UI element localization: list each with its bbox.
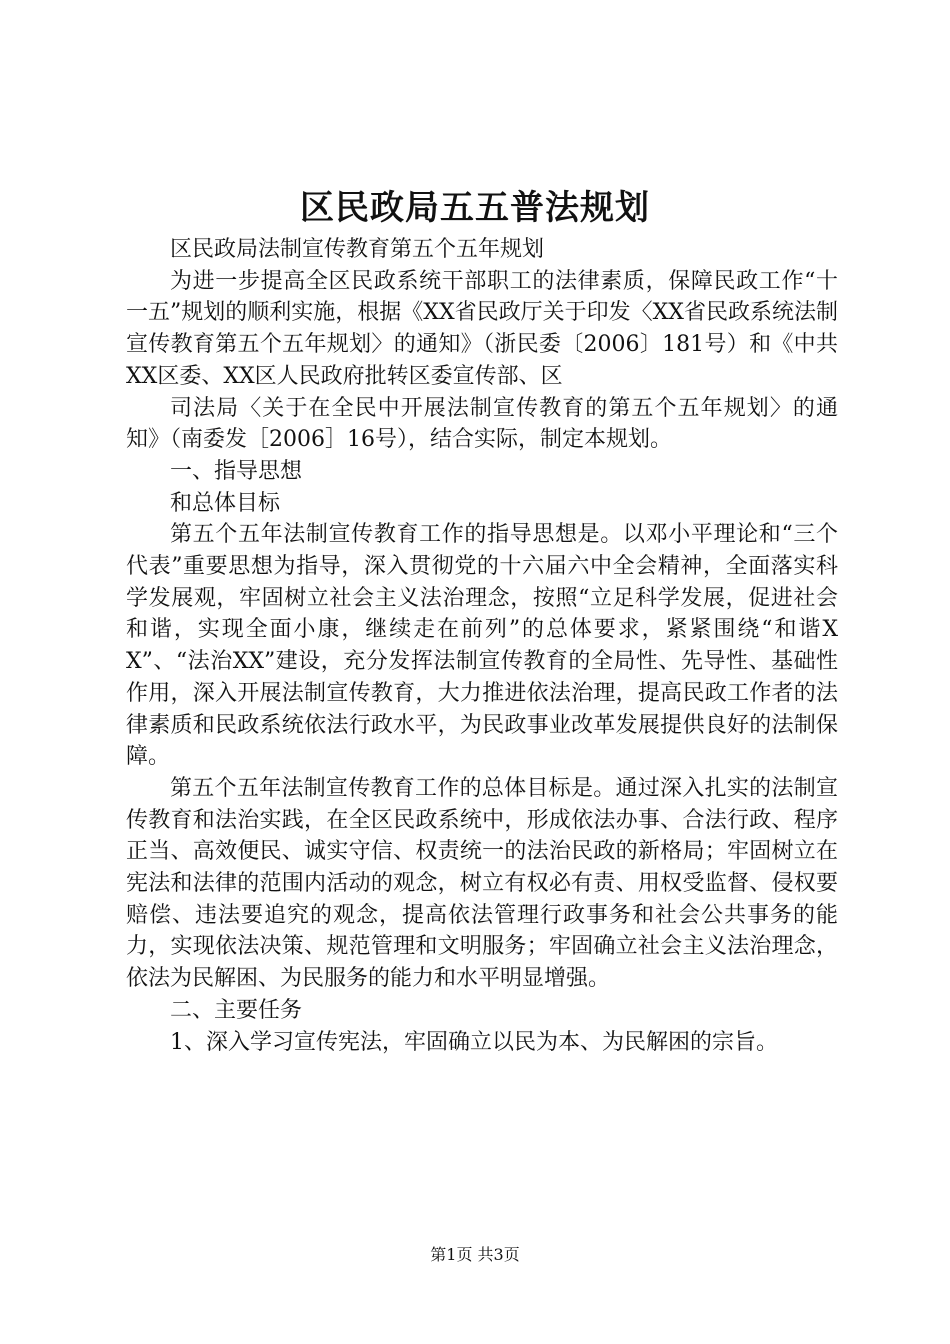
- paragraph-task-1: 1、深入学习宣传宪法，牢固确立以民为本、为民解困的宗旨。: [170, 1029, 778, 1055]
- section-heading-overall-goal: 和总体目标: [170, 490, 281, 516]
- paragraph-subtitle: 区民政局法制宣传教育第五个五年规划: [170, 237, 545, 262]
- document-body: [126, 234, 838, 1058]
- paragraph-overall-goal: 第五个五年法制宣传教育工作的总体目标是。通过深入扎实的法制宣传教育和法治实践，在全区民政系统中，形成依法办事、合法行政、程序正当、高效便民、诚实守信、权责统一的法治民政的新格局；牢固树立在宪法和法律的范围内活动的观念，树立有权必有责、用权受监督、侵权要赔偿、违法要追究的观念，提高依法管理行政事务和社会公共事务的能力，实现依法决策、规范管理和文明服务；牢固确立社会主义法治理念，依法为民解困、为民服务的能力和水平明显增强。: [126, 775, 838, 992]
- section-heading-guiding-thought: 一、指导思想: [170, 458, 303, 484]
- section-heading-main-tasks: 二、主要任务: [170, 997, 303, 1023]
- paragraph-guiding-thought: 第五个五年法制宣传教育工作的指导思想是。以邓小平理论和“三个代表”重要思想为指导，深入贯彻党的十六届六中全会精神，全面落实科学发展观，牢固树立社会主义法治理念，按照“立足科学发展，促进社会和谐，实现全面小康，继续走在前列”的总体要求，紧紧围绕“和谐XX”、“法治XX”建设，充分发挥法制宣传教育的全局性、先导性、基础性作用，深入开展法制宣传教育，大力推进依法治理，提高民政工作者的法律素质和民政系统依法行政水平，为民政事业改革发展提供良好的法制保障。: [126, 522, 838, 770]
- page-footer: 第1页 共3页: [430, 1245, 520, 1264]
- document-title: 区民政局五五普法规划: [300, 188, 650, 228]
- paragraph-intro-continued: 司法局〈关于在全民中开展法制宣传教育的第五个五年规划〉的通知》（南委发［2006］16号），结合实际，制定本规划。: [126, 395, 838, 453]
- paragraph-intro: 为进一步提高全区民政系统干部职工的法律素质，保障民政工作“十一五”规划的顺利实施，根据《XX省民政厅关于印发〈XX省民政系统法制宣传教育第五个五年规划〉的通知》（浙民委〔2006〕181号）和《中共XX区委、XX区人民政府批转区委宣传部、区: [126, 268, 838, 389]
